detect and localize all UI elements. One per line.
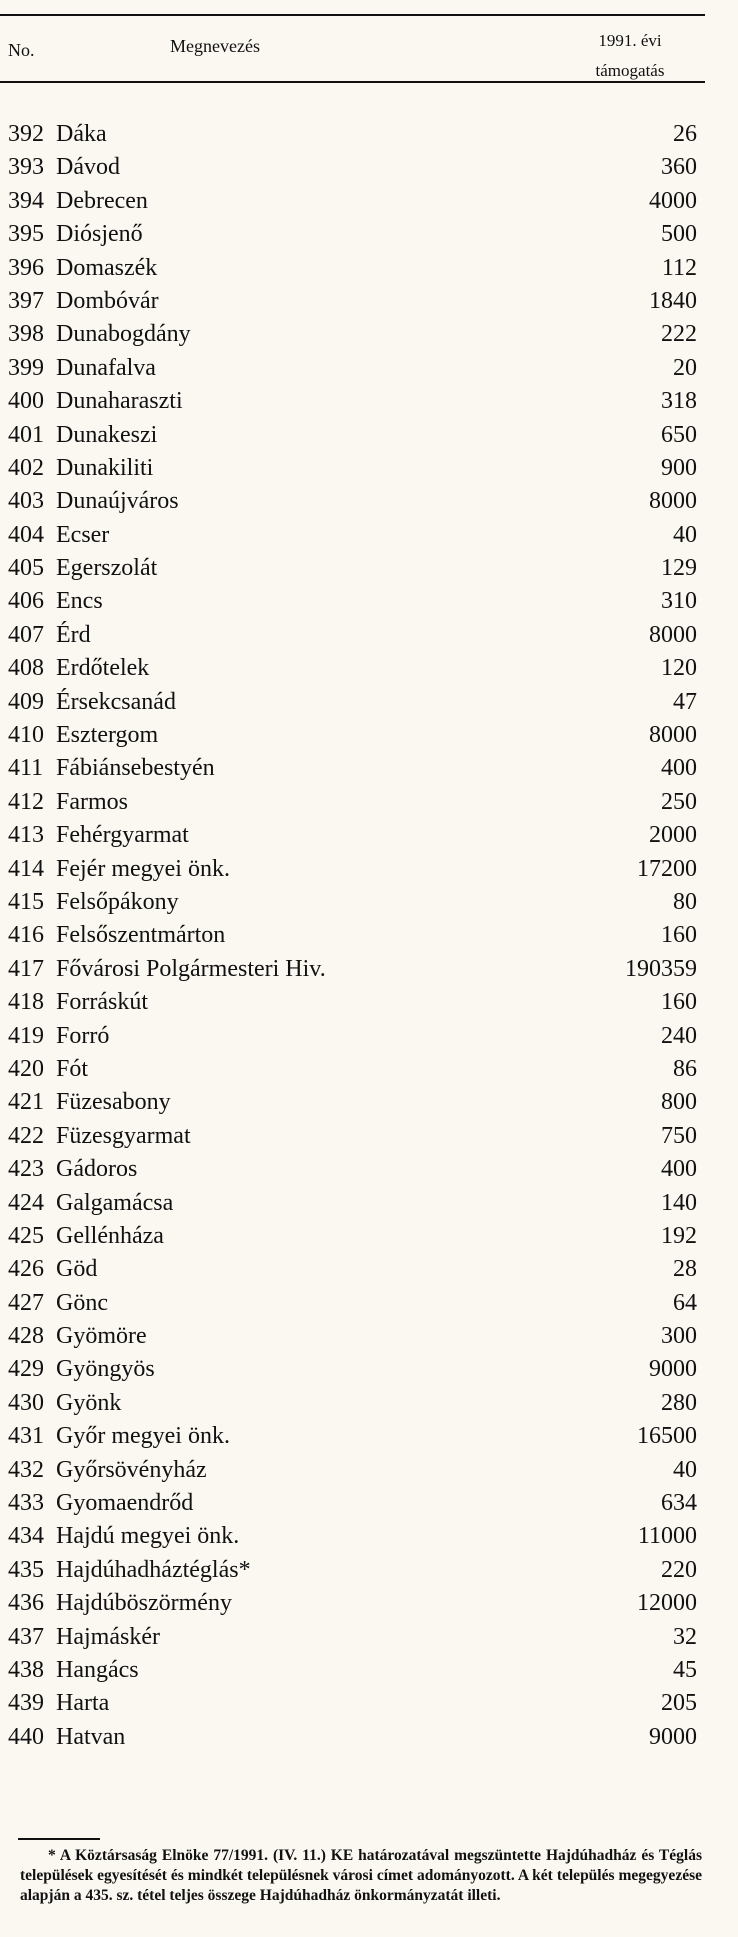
row-no: 429 (8, 1356, 44, 1383)
row-name: Dunakiliti (56, 454, 154, 481)
row-name: Egerszolát (56, 555, 158, 582)
row-name: Gyomaendrőd (56, 1490, 194, 1517)
row-value: 86 (673, 1055, 697, 1082)
row-name: Esztergom (56, 722, 159, 749)
row-name: Felsőszentmárton (56, 922, 226, 949)
row-no: 440 (8, 1723, 44, 1750)
row-name: Fejér megyei önk. (56, 855, 230, 882)
table-row (0, 1387, 705, 1420)
table-row (0, 519, 705, 552)
row-name: Füzesgyarmat (56, 1122, 191, 1149)
column-header-value (570, 26, 690, 86)
row-value: 28 (673, 1256, 697, 1283)
row-no: 416 (8, 922, 44, 949)
row-no: 398 (8, 321, 44, 348)
row-name: Hangács (56, 1656, 139, 1683)
table-row (0, 853, 705, 886)
row-name: Forráskút (56, 989, 148, 1016)
row-value: 40 (673, 1456, 697, 1483)
row-value: 300 (661, 1323, 697, 1350)
column-header-no: No. (8, 40, 35, 60)
row-name: Gádoros (56, 1156, 138, 1183)
row-no: 414 (8, 855, 44, 882)
row-value: 112 (661, 254, 697, 281)
row-no: 394 (8, 187, 44, 214)
row-no: 413 (8, 822, 44, 849)
table-row (0, 1454, 705, 1487)
table-row (0, 185, 705, 218)
row-value: 16500 (637, 1423, 697, 1450)
table-row (0, 652, 705, 685)
row-value: 205 (661, 1690, 697, 1717)
row-value: 17200 (637, 855, 697, 882)
table-row (0, 485, 705, 518)
row-name: Harta (56, 1690, 110, 1717)
row-value: 32 (673, 1623, 697, 1650)
row-name: Fábiánsebestyén (56, 755, 215, 782)
row-name: Fehérgyarmat (56, 822, 189, 849)
row-name: Dunaharaszti (56, 388, 183, 415)
row-value: 8000 (649, 722, 697, 749)
row-no: 415 (8, 888, 44, 915)
table-row (0, 786, 705, 819)
row-name: Hajdúböszörmény (56, 1590, 232, 1617)
row-no: 437 (8, 1623, 44, 1650)
row-no: 393 (8, 154, 44, 181)
row-name: Göd (56, 1256, 98, 1283)
row-value: 120 (661, 655, 697, 682)
row-no: 409 (8, 688, 44, 715)
row-value: 360 (661, 154, 697, 181)
table-row (0, 285, 705, 318)
row-no: 401 (8, 421, 44, 448)
row-no: 404 (8, 521, 44, 548)
top-rule (0, 14, 705, 16)
row-value: 40 (673, 521, 697, 548)
row-no: 412 (8, 788, 44, 815)
row-value: 12000 (637, 1590, 697, 1617)
row-value: 45 (673, 1656, 697, 1683)
row-no: 425 (8, 1222, 44, 1249)
row-value: 160 (661, 989, 697, 1016)
row-value: 634 (661, 1490, 697, 1517)
table-row (0, 1287, 705, 1320)
row-value: 318 (661, 388, 697, 415)
row-no: 430 (8, 1389, 44, 1416)
table-row (0, 1587, 705, 1620)
row-no: 427 (8, 1289, 44, 1316)
row-no: 395 (8, 221, 44, 248)
row-value: 8000 (649, 621, 697, 648)
table-row (0, 1153, 705, 1186)
table-row (0, 252, 705, 285)
table-row (0, 1721, 705, 1754)
row-no: 405 (8, 555, 44, 582)
row-value: 400 (661, 1156, 697, 1183)
row-value: 9000 (649, 1356, 697, 1383)
table-row (0, 1020, 705, 1053)
column-header-value-line2: támogatás (595, 61, 665, 80)
row-value: 400 (661, 755, 697, 782)
row-value: 4000 (649, 187, 697, 214)
row-name: Galgamácsa (56, 1189, 174, 1216)
table-row (0, 1687, 705, 1720)
table-row (0, 1520, 705, 1553)
table-row (0, 1654, 705, 1687)
table-row (0, 1187, 705, 1220)
table-row (0, 318, 705, 351)
row-name: Hajdúhadháztéglás* (56, 1556, 251, 1583)
row-no: 396 (8, 254, 44, 281)
row-value: 250 (661, 788, 697, 815)
header-rule (0, 81, 705, 83)
row-no: 408 (8, 655, 44, 682)
row-no: 406 (8, 588, 44, 615)
table-row (0, 452, 705, 485)
row-no: 432 (8, 1456, 44, 1483)
row-name: Gönc (56, 1289, 108, 1316)
table-row (0, 752, 705, 785)
table-body (0, 118, 705, 1754)
table-row (0, 118, 705, 151)
row-value: 500 (661, 221, 697, 248)
row-value: 8000 (649, 488, 697, 515)
row-no: 439 (8, 1690, 44, 1717)
table-row (0, 1253, 705, 1286)
row-no: 428 (8, 1323, 44, 1350)
table-row (0, 552, 705, 585)
table-row (0, 719, 705, 752)
row-value: 280 (661, 1389, 697, 1416)
table-row (0, 1320, 705, 1353)
row-name: Dombóvár (56, 287, 159, 314)
row-no: 397 (8, 287, 44, 314)
row-no: 420 (8, 1055, 44, 1082)
table-row (0, 1120, 705, 1153)
row-name: Fót (56, 1055, 89, 1082)
row-value: 222 (661, 321, 697, 348)
footnote (20, 1846, 702, 1906)
row-name: Dunakeszi (56, 421, 158, 448)
row-value: 2000 (649, 822, 697, 849)
table-row (0, 1086, 705, 1119)
row-name: Farmos (56, 788, 128, 815)
row-name: Győrsövényház (56, 1456, 207, 1483)
table-row (0, 218, 705, 251)
row-value: 800 (661, 1089, 697, 1116)
table-row (0, 919, 705, 952)
row-value: 80 (673, 888, 697, 915)
row-no: 423 (8, 1156, 44, 1183)
row-value: 900 (661, 454, 697, 481)
row-value: 192 (661, 1222, 697, 1249)
row-name: Dávod (56, 154, 120, 181)
row-no: 417 (8, 955, 44, 982)
table-row (0, 1554, 705, 1587)
table-row (0, 686, 705, 719)
footnote-text: * A Köztársaság Elnöke 77/1991. (IV. 11.) KE határozatával megszüntette Hajdúhadház és Téglás települések egyesítését és mindkét településnek városi címet adományozott. A két település megegyezése alapján a 435. sz. tétel teljes összege Hajdúhadház önkormányzatát illeti. (20, 1847, 702, 1904)
row-no: 434 (8, 1523, 44, 1550)
column-header-name: Megnevezés (170, 36, 260, 56)
row-no: 418 (8, 989, 44, 1016)
row-name: Győr megyei önk. (56, 1423, 230, 1450)
row-value: 9000 (649, 1723, 697, 1750)
row-name: Fővárosi Polgármesteri Hiv. (56, 955, 326, 982)
row-no: 392 (8, 121, 44, 147)
row-name: Dunafalva (56, 354, 156, 381)
row-name: Gyöngyös (56, 1356, 155, 1383)
table-row (0, 1621, 705, 1654)
row-no: 419 (8, 1022, 44, 1049)
row-no: 410 (8, 722, 44, 749)
table-row (0, 585, 705, 618)
table-row (0, 419, 705, 452)
table-row (0, 619, 705, 652)
row-value: 1840 (649, 287, 697, 314)
row-name: Gyönk (56, 1389, 122, 1416)
row-value: 220 (661, 1556, 697, 1583)
row-name: Gellénháza (56, 1222, 164, 1249)
row-no: 407 (8, 621, 44, 648)
row-no: 436 (8, 1590, 44, 1617)
row-name: Dunaújváros (56, 488, 179, 515)
row-no: 426 (8, 1256, 44, 1283)
table-row (0, 1053, 705, 1086)
row-name: Hajdú megyei önk. (56, 1523, 240, 1550)
row-no: 403 (8, 488, 44, 515)
row-name: Forró (56, 1022, 110, 1049)
table-row (0, 953, 705, 986)
table-row (0, 385, 705, 418)
column-header-value-line1: 1991. évi (598, 31, 662, 50)
row-name: Felsőpákony (56, 888, 179, 915)
row-no: 402 (8, 454, 44, 481)
table-row (0, 1420, 705, 1453)
row-name: Gyömöre (56, 1323, 147, 1350)
row-value: 26 (673, 121, 697, 147)
row-name: Encs (56, 588, 103, 615)
row-value: 47 (673, 688, 697, 715)
table-row (0, 986, 705, 1019)
table-row (0, 886, 705, 919)
row-name: Ecser (56, 521, 110, 548)
row-value: 190359 (625, 955, 697, 982)
row-no: 431 (8, 1423, 44, 1450)
row-name: Domaszék (56, 254, 158, 281)
row-name: Érsekcsanád (56, 688, 176, 715)
row-no: 422 (8, 1122, 44, 1149)
row-value: 240 (661, 1022, 697, 1049)
row-value: 64 (673, 1289, 697, 1316)
row-value: 129 (661, 555, 697, 582)
row-name: Füzesabony (56, 1089, 171, 1116)
footnote-rule (18, 1838, 100, 1840)
table-row (0, 151, 705, 184)
row-name: Hajmáskér (56, 1623, 160, 1650)
table-row (0, 352, 705, 385)
row-name: Erdőtelek (56, 655, 150, 682)
row-no: 400 (8, 388, 44, 415)
row-name: Debrecen (56, 187, 148, 214)
row-value: 750 (661, 1122, 697, 1149)
row-name: Érd (56, 621, 91, 648)
row-no: 421 (8, 1089, 44, 1116)
row-name: Dunabogdány (56, 321, 191, 348)
row-name: Diósjenő (56, 221, 143, 248)
row-value: 11000 (637, 1523, 697, 1550)
row-name: Dáka (56, 121, 107, 147)
row-value: 20 (673, 354, 697, 381)
table-row (0, 819, 705, 852)
row-name: Hatvan (56, 1723, 126, 1750)
table-row (0, 1353, 705, 1386)
table-row (0, 1220, 705, 1253)
row-no: 399 (8, 354, 44, 381)
row-value: 140 (661, 1189, 697, 1216)
row-value: 650 (661, 421, 697, 448)
row-no: 438 (8, 1656, 44, 1683)
row-no: 433 (8, 1490, 44, 1517)
row-value: 310 (661, 588, 697, 615)
row-no: 424 (8, 1189, 44, 1216)
row-no: 411 (8, 755, 44, 782)
row-value: 160 (661, 922, 697, 949)
row-no: 435 (8, 1556, 44, 1583)
table-row (0, 1487, 705, 1520)
